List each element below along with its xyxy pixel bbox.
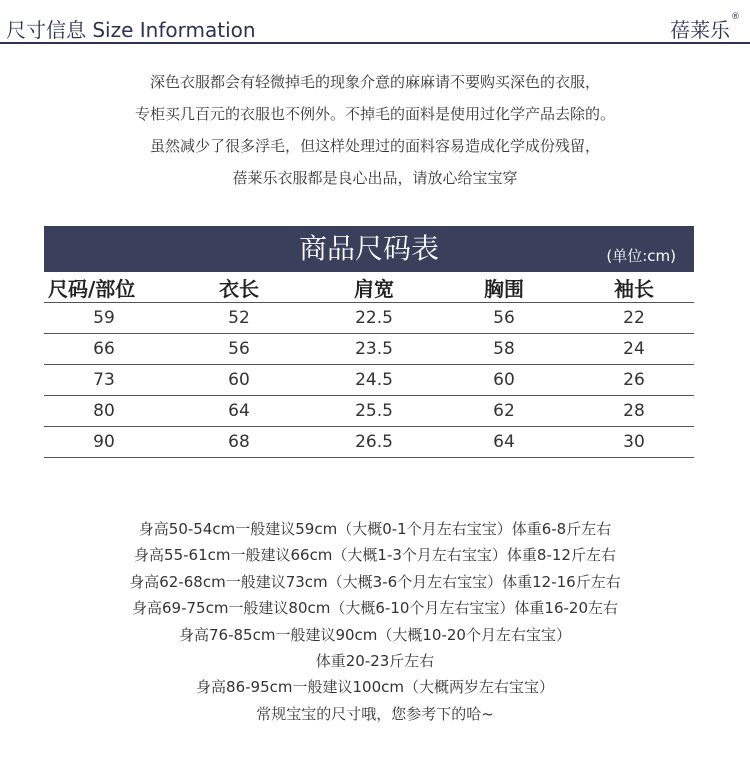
table-cell: 80 <box>44 396 164 427</box>
table-header-row <box>44 272 694 303</box>
table-cell: 66 <box>44 334 164 365</box>
table-cell: 64 <box>434 427 574 458</box>
intro-line: 虽然减少了很多浮毛，但这样处理过的面料容易造成化学成份残留， <box>149 137 600 155</box>
size-table-banner <box>44 226 694 272</box>
table-cell: 52 <box>164 303 314 334</box>
column-header: 尺码/部位 <box>44 272 164 303</box>
table-cell: 59 <box>44 303 164 334</box>
table-cell: 62 <box>434 396 574 427</box>
header-divider <box>0 42 750 44</box>
note-line: 体重20-23斤左右 <box>315 652 435 671</box>
note-line: 身高86-95cm一般建议100cm（大概两岁左右宝宝） <box>196 678 554 697</box>
table-row <box>44 303 694 334</box>
table-row <box>44 334 694 365</box>
size-table-title: 商品尺码表 <box>298 232 439 265</box>
table-cell: 56 <box>164 334 314 365</box>
table-cell: 26 <box>574 365 694 396</box>
table-cell: 64 <box>164 396 314 427</box>
table-cell: 24 <box>574 334 694 365</box>
registered-mark-icon: ® <box>731 12 740 22</box>
size-table <box>44 272 694 458</box>
table-cell: 22 <box>574 303 694 334</box>
table-cell: 60 <box>434 365 574 396</box>
table-cell: 73 <box>44 365 164 396</box>
intro-line: 专柜买几百元的衣服也不例外。不掉毛的面料是使用过化学产品去除的。 <box>134 105 615 123</box>
brand-text: 蓓莱乐 <box>670 18 730 42</box>
table-cell: 68 <box>164 427 314 458</box>
intro-line: 深色衣服都会有轻微掉毛的现象介意的麻麻请不要购买深色的衣服， <box>149 73 600 91</box>
intro-line: 蓓莱乐衣服都是良心出品，请放心给宝宝穿 <box>232 169 518 187</box>
note-line: 身高55-61cm一般建议66cm（大概1-3个月左右宝宝）体重8-12斤左右 <box>134 546 616 565</box>
table-cell: 56 <box>434 303 574 334</box>
table-cell: 90 <box>44 427 164 458</box>
table-cell: 23.5 <box>314 334 434 365</box>
table-cell: 28 <box>574 396 694 427</box>
size-recommendation-notes <box>0 516 750 727</box>
table-cell: 60 <box>164 365 314 396</box>
note-line: 常规宝宝的尺寸哦，您参考下的哈~ <box>256 704 494 723</box>
table-row <box>44 365 694 396</box>
note-line: 身高62-68cm一般建议73cm（大概3-6个月左右宝宝）体重12-16斤左右 <box>129 572 621 591</box>
table-row <box>44 396 694 427</box>
column-header: 肩宽 <box>314 272 434 303</box>
note-line: 身高50-54cm一般建议59cm（大概0-1个月左右宝宝）体重6-8斤左右 <box>138 520 612 538</box>
table-cell: 58 <box>434 334 574 365</box>
brand-name <box>670 14 740 43</box>
size-table-unit: (单位:cm) <box>606 247 676 265</box>
column-header: 袖长 <box>574 272 694 303</box>
note-line: 身高76-85cm一般建议90cm（大概10-20个月左右宝宝） <box>179 625 571 644</box>
column-header: 胸围 <box>434 272 574 303</box>
table-cell: 25.5 <box>314 396 434 427</box>
page-title: 尺寸信息 Size Information <box>6 18 256 42</box>
table-cell: 26.5 <box>314 427 434 458</box>
table-cell: 24.5 <box>314 365 434 396</box>
intro-text <box>0 66 750 194</box>
table-cell: 30 <box>574 427 694 458</box>
table-row <box>44 427 694 458</box>
column-header: 衣长 <box>164 272 314 303</box>
note-line: 身高69-75cm一般建议80cm（大概6-10个月左右宝宝）体重16-20左右 <box>131 599 619 618</box>
table-cell: 22.5 <box>314 303 434 334</box>
